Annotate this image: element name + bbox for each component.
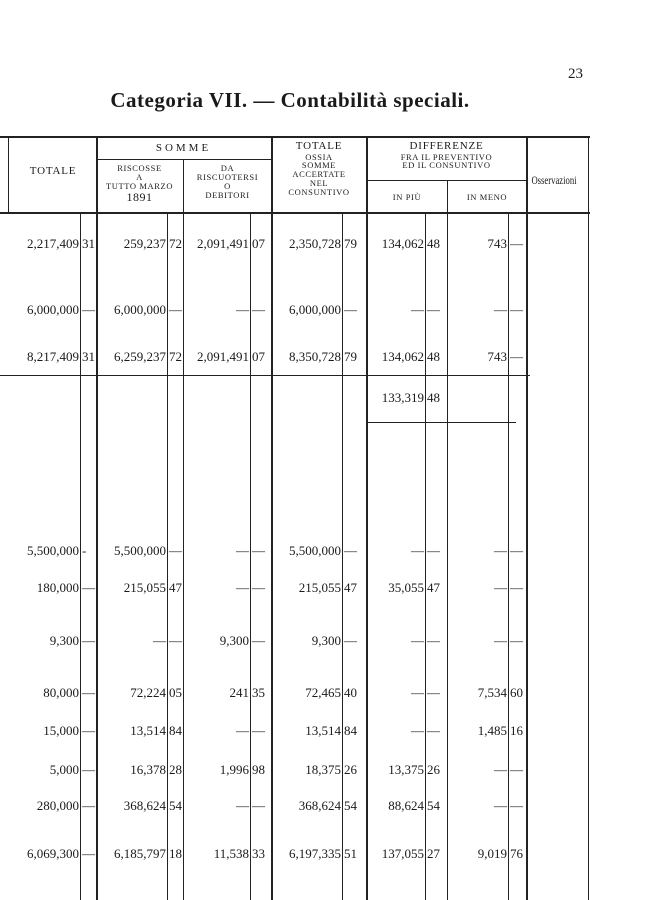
header-bottom-rule xyxy=(0,212,590,214)
cell-in-piu-amount: 13,375 xyxy=(388,762,424,777)
cell-da-riscuotersi-amount: 1,996 xyxy=(219,762,249,777)
header-somme: SOMME xyxy=(155,142,212,154)
cell-da-riscuotersi-amount: — xyxy=(236,543,249,558)
cell-totale-cents: — xyxy=(82,798,95,813)
cell-da-riscuotersi-cents: 35 xyxy=(252,685,265,700)
cell-da-riscuotersi-cents: — xyxy=(252,302,265,317)
cell-totale-amount: 2,217,409 xyxy=(27,236,79,251)
cell-in-piu-amount: — xyxy=(411,685,424,700)
cell-totale-cents: — xyxy=(82,633,95,648)
cell-riscosse-cents: 47 xyxy=(169,580,182,595)
col-rule xyxy=(526,137,528,900)
cell-in-piu-cents: 54 xyxy=(427,798,440,813)
header-totale-somme xyxy=(272,141,366,197)
header-in-piu: IN PIÙ xyxy=(392,192,422,202)
header-da-riscuotersi-line: O xyxy=(224,180,231,191)
header-differenze-line: FRA IL PREVENTIVO xyxy=(400,151,493,162)
cell-totale-amount: 6,069,300 xyxy=(27,846,79,861)
cell-in-meno-amount: 9,019 xyxy=(477,846,507,861)
cell-in-meno-cents: 76 xyxy=(510,846,523,861)
cell-in-meno-cents: — xyxy=(510,349,523,364)
cell-da-riscuotersi-cents: — xyxy=(252,798,265,813)
cell-riscosse-amount: 72,224 xyxy=(130,685,166,700)
cell-riscosse-cents: 72 xyxy=(169,236,182,251)
cell-totale-cents: - xyxy=(82,543,87,558)
cell-in-piu-amount: 134,062 xyxy=(381,349,424,364)
cell-totale-somme-amount: 368,624 xyxy=(298,798,341,813)
cell-totale-somme-cents: — xyxy=(344,543,357,558)
col-rule xyxy=(271,137,273,900)
cell-in-meno-amount: 743 xyxy=(487,236,507,251)
col-rule xyxy=(96,137,98,900)
cell-in-meno-amount: 1,485 xyxy=(477,723,507,738)
cell-totale-somme-cents: — xyxy=(344,302,357,317)
cell-totale-somme-cents: 51 xyxy=(344,846,357,861)
cell-da-riscuotersi-cents: — xyxy=(252,723,265,738)
cell-in-piu-amount: — xyxy=(411,302,424,317)
cell-totale-somme-amount: 5,500,000 xyxy=(289,543,341,558)
cell-in-piu-amount: — xyxy=(411,543,424,558)
header-differenze-line: DIFFERENZE xyxy=(409,140,484,152)
col-rule xyxy=(447,181,448,900)
cents-rule xyxy=(250,213,251,900)
cell-in-meno-amount: 7,534 xyxy=(477,685,507,700)
cell-riscosse-cents: 28 xyxy=(169,762,182,777)
cell-riscosse-cents: 72 xyxy=(169,349,182,364)
header-totale: TOTALE xyxy=(29,165,77,177)
header-riscosse-year: 1891 xyxy=(126,189,153,204)
cell-riscosse-cents: 54 xyxy=(169,798,182,813)
cell-da-riscuotersi-amount: — xyxy=(236,798,249,813)
cell-in-meno-cents: 60 xyxy=(510,685,523,700)
cell-riscosse-amount: 6,259,237 xyxy=(114,349,166,364)
header-totale-somme-line: SOMME xyxy=(301,160,337,171)
cell-totale-amount: 280,000 xyxy=(36,798,79,813)
cell-in-piu-amount: — xyxy=(411,633,424,648)
cell-riscosse-amount: 16,378 xyxy=(130,762,166,777)
header-totale-somme-line: CONSUNTIVO xyxy=(288,187,350,198)
cents-rule xyxy=(167,213,168,900)
cell-in-piu-amount: 137,055 xyxy=(381,846,424,861)
cell-totale-amount: 9,300 xyxy=(49,633,79,648)
table-left-rule xyxy=(8,137,9,212)
in-piu-underline xyxy=(366,422,516,423)
cell-da-riscuotersi-amount: 241 xyxy=(229,685,249,700)
header-totale-somme-line: NEL xyxy=(309,178,329,189)
cell-riscosse-cents: 05 xyxy=(169,685,182,700)
cell-totale-somme-amount: 2,350,728 xyxy=(289,236,341,251)
cell-riscosse-cents: — xyxy=(169,633,182,648)
cell-totale-cents: — xyxy=(82,580,95,595)
header-in-meno: IN MENO xyxy=(466,192,508,202)
cell-in-meno-cents: — xyxy=(510,762,523,777)
cell-in-meno-amount: — xyxy=(494,580,507,595)
cell-totale-amount: 8,217,409 xyxy=(27,349,79,364)
cell-da-riscuotersi-amount: — xyxy=(236,580,249,595)
cell-da-riscuotersi-amount: 2,091,491 xyxy=(197,349,249,364)
cell-in-meno-cents: — xyxy=(510,580,523,595)
cell-in-piu-amount: 133,319 xyxy=(381,390,424,405)
cell-da-riscuotersi-amount: — xyxy=(236,723,249,738)
cell-totale-cents: — xyxy=(82,762,95,777)
cell-in-piu-amount: 88,624 xyxy=(388,798,424,813)
cell-in-meno-amount: — xyxy=(494,762,507,777)
cell-riscosse-cents: — xyxy=(169,543,182,558)
header-differenze xyxy=(367,141,526,170)
cell-totale-somme-amount: 6,000,000 xyxy=(289,302,341,317)
cell-riscosse-cents: 84 xyxy=(169,723,182,738)
header-totale-somme-line: OSSIA xyxy=(305,151,333,162)
cell-da-riscuotersi-amount: — xyxy=(236,302,249,317)
cell-totale-amount: 5,500,000 xyxy=(27,543,79,558)
cell-totale-somme-amount: 9,300 xyxy=(311,633,341,648)
cell-totale-amount: 6,000,000 xyxy=(27,302,79,317)
cell-totale-somme-amount: 72,465 xyxy=(305,685,341,700)
cell-in-piu-amount: 35,055 xyxy=(388,580,424,595)
cell-in-piu-cents: 48 xyxy=(427,349,440,364)
page-number: 23 xyxy=(568,66,583,82)
table-top-rule xyxy=(0,136,590,138)
header-riscosse-line: RISCOSSE xyxy=(117,163,162,173)
cell-riscosse-amount: — xyxy=(153,633,166,648)
cell-totale-cents: — xyxy=(82,302,95,317)
header-riscosse xyxy=(96,164,183,203)
cell-totale-somme-amount: 6,197,335 xyxy=(289,846,341,861)
cell-totale-amount: 15,000 xyxy=(43,723,79,738)
cents-rule xyxy=(508,213,509,900)
cell-riscosse-amount: 6,000,000 xyxy=(114,302,166,317)
cell-riscosse-amount: 13,514 xyxy=(130,723,166,738)
cell-totale-somme-amount: 215,055 xyxy=(298,580,341,595)
cell-in-piu-cents: — xyxy=(427,723,440,738)
cents-rule xyxy=(342,213,343,900)
header-riscosse-line: TUTTO MARZO xyxy=(105,180,174,191)
cell-in-piu-amount: — xyxy=(411,723,424,738)
cell-totale-amount: 5,000 xyxy=(49,762,79,777)
cell-riscosse-cents: — xyxy=(169,302,182,317)
cell-totale-cents: — xyxy=(82,846,95,861)
cell-in-meno-cents: 16 xyxy=(510,723,523,738)
cell-riscosse-cents: 18 xyxy=(169,846,182,861)
header-differenze-line: ED IL CONSUNTIVO xyxy=(402,160,491,171)
cell-totale-somme-cents: 40 xyxy=(344,685,357,700)
cell-da-riscuotersi-cents: 07 xyxy=(252,349,265,364)
cell-in-piu-cents: 47 xyxy=(427,580,440,595)
cell-in-piu-cents: — xyxy=(427,543,440,558)
cell-totale-amount: 80,000 xyxy=(43,685,79,700)
cell-totale-somme-cents: 79 xyxy=(344,349,357,364)
header-da-riscuotersi xyxy=(184,164,271,200)
cell-totale-amount: 180,000 xyxy=(36,580,79,595)
cell-totale-somme-cents: 47 xyxy=(344,580,357,595)
cell-riscosse-amount: 6,185,797 xyxy=(114,846,166,861)
cell-totale-somme-amount: 8,350,728 xyxy=(289,349,341,364)
header-totale-somme-line: TOTALE xyxy=(295,140,343,152)
cell-totale-cents: 31 xyxy=(82,349,95,364)
cell-totale-cents: — xyxy=(82,685,95,700)
cell-in-piu-cents: 48 xyxy=(427,390,440,405)
cell-da-riscuotersi-amount: 11,538 xyxy=(213,846,249,861)
cell-riscosse-amount: 5,500,000 xyxy=(114,543,166,558)
header-da-riscuotersi-line: DEBITORI xyxy=(205,189,250,200)
cell-in-meno-cents: — xyxy=(510,236,523,251)
cell-totale-somme-cents: 84 xyxy=(344,723,357,738)
cents-rule xyxy=(80,213,81,900)
cell-in-meno-cents: — xyxy=(510,543,523,558)
cell-riscosse-amount: 368,624 xyxy=(123,798,166,813)
cell-in-meno-amount: — xyxy=(494,633,507,648)
page-title: Categoria VII. — Contabilità speciali. xyxy=(110,88,470,112)
header-riscosse-line: A xyxy=(136,171,143,182)
cell-in-piu-cents: 48 xyxy=(427,236,440,251)
col-rule xyxy=(366,137,368,900)
cell-da-riscuotersi-cents: — xyxy=(252,633,265,648)
cell-in-piu-cents: — xyxy=(427,685,440,700)
cell-in-meno-amount: — xyxy=(494,798,507,813)
cell-in-meno-cents: — xyxy=(510,798,523,813)
cell-riscosse-amount: 215,055 xyxy=(123,580,166,595)
cell-totale-somme-cents: — xyxy=(344,633,357,648)
col-rule xyxy=(183,160,184,900)
cell-totale-cents: 31 xyxy=(82,236,95,251)
cell-totale-somme-amount: 13,514 xyxy=(305,723,341,738)
cell-da-riscuotersi-cents: 07 xyxy=(252,236,265,251)
cell-in-piu-cents: 26 xyxy=(427,762,440,777)
cell-in-meno-amount: — xyxy=(494,302,507,317)
cell-totale-somme-cents: 26 xyxy=(344,762,357,777)
header-totale-somme-line: ACCERTATE xyxy=(292,169,346,180)
cell-totale-somme-cents: 54 xyxy=(344,798,357,813)
cell-in-piu-cents: — xyxy=(427,302,440,317)
header-osservazioni: Osservazioni xyxy=(531,172,577,187)
cell-in-piu-cents: 27 xyxy=(427,846,440,861)
cell-da-riscuotersi-amount: 9,300 xyxy=(219,633,249,648)
cell-riscosse-amount: 259,237 xyxy=(123,236,166,251)
cell-in-meno-amount: 743 xyxy=(487,349,507,364)
cell-da-riscuotersi-cents: 98 xyxy=(252,762,265,777)
cents-rule xyxy=(425,213,426,900)
cell-totale-somme-amount: 18,375 xyxy=(305,762,341,777)
cell-da-riscuotersi-amount: 2,091,491 xyxy=(197,236,249,251)
cell-in-piu-cents: — xyxy=(427,633,440,648)
cell-da-riscuotersi-cents: 33 xyxy=(252,846,265,861)
cell-in-piu-amount: 134,062 xyxy=(381,236,424,251)
cell-da-riscuotersi-cents: — xyxy=(252,543,265,558)
differenze-divider xyxy=(366,180,526,181)
table-right-rule xyxy=(588,137,589,900)
header-da-riscuotersi-line: DA xyxy=(220,163,235,173)
cell-in-meno-cents: — xyxy=(510,302,523,317)
cell-in-meno-cents: — xyxy=(510,633,523,648)
header-da-riscuotersi-line: RISCUOTERSI xyxy=(196,171,259,182)
cell-totale-somme-cents: 79 xyxy=(344,236,357,251)
cell-da-riscuotersi-cents: — xyxy=(252,580,265,595)
cell-totale-cents: — xyxy=(82,723,95,738)
cell-in-meno-amount: — xyxy=(494,543,507,558)
